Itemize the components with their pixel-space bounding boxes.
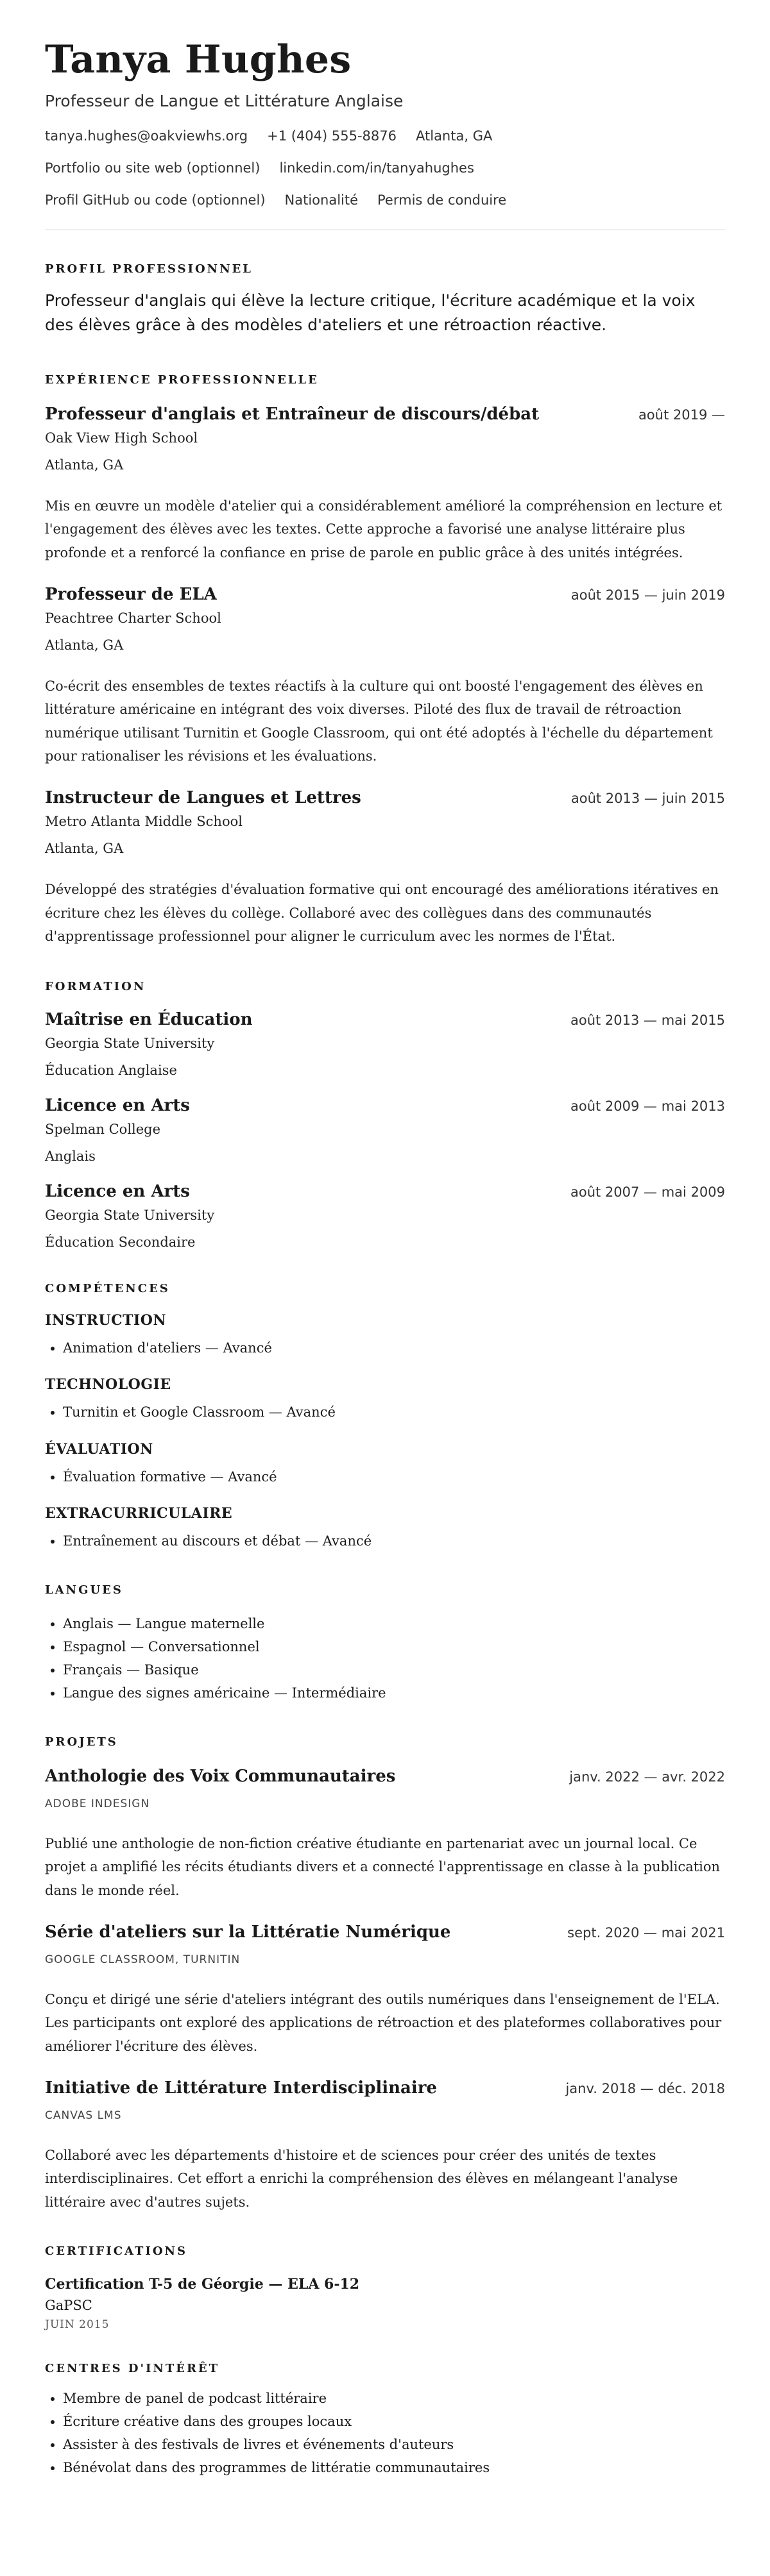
candidate-title: Professeur de Langue et Littérature Anglaise [45,92,404,110]
skill-category: INSTRUCTION [45,1312,167,1329]
skill-item: • Entraînement au discours et débat — Avancé [63,1529,725,1553]
language-item: • Français — Basique [63,1658,725,1681]
resume-header [45,37,725,208]
skill-group [45,1376,725,1424]
section-heading-certifications: CERTIFICATIONS [45,2244,187,2259]
language-list [45,1612,725,1705]
project-tools: ADOBE INDESIGN [45,1797,150,1811]
phone-number[interactable]: +1 (404) 555-8876 [267,128,397,144]
job-title: Professeur d'anglais et Entraîneur de discours/débat [45,405,540,424]
project-entry [45,1923,725,2058]
school-name: Spelman College [45,1122,161,1138]
section-heading-experience: EXPÉRIENCE PROFESSIONNELLE [45,373,319,387]
driving-license-text: Permis de conduire [377,192,507,208]
employer: Metro Atlanta Middle School [45,814,243,830]
education-entry [45,1096,725,1164]
candidate-name: Tanya Hughes [45,37,352,82]
degree-title: Licence en Arts [45,1182,190,1202]
degree-dates: août 2007 — mai 2009 [570,1184,725,1200]
skill-item: • Animation d'ateliers — Avancé [63,1336,725,1360]
portfolio-link[interactable]: Portfolio ou site web (optionnel) [45,160,261,176]
job-location: Atlanta, GA [45,637,124,653]
skill-list [45,1401,725,1424]
experience-entry [45,788,725,948]
skill-category: ÉVALUATION [45,1440,153,1458]
interest-item: • Membre de panel de podcast littéraire [63,2387,725,2410]
contact-row-3 [45,192,725,208]
experience-entry [45,405,725,564]
project-tools: GOOGLE CLASSROOM, TURNITIN [45,1953,241,1967]
skill-category: EXTRACURRICULAIRE [45,1504,233,1522]
skill-group [45,1505,725,1553]
linkedin-link[interactable]: linkedin.com/in/tanyahughes [279,160,474,176]
email-link[interactable]: tanya.hughes@oakviewhs.org [45,128,248,144]
job-dates: août 2019 — [638,407,725,423]
language-item: • Espagnol — Conversationnel [63,1635,725,1658]
section-heading-interests: CENTRES D'INTÉRÊT [45,2362,220,2376]
education-section [45,980,725,1250]
certification-entry [45,2276,725,2331]
section-heading-education: FORMATION [45,980,146,994]
interest-item: • Bénévolat dans des programmes de littératie communautaires [63,2456,725,2479]
interest-item: • Assister à des festivals de livres et événements d'auteurs [63,2433,725,2456]
job-title: Professeur de ELA [45,584,217,604]
job-title: Instructeur de Langues et Lettres [45,788,361,808]
skill-category: TECHNOLOGIE [45,1376,171,1393]
experience-entry [45,585,725,768]
skill-group [45,1441,725,1488]
project-dates: janv. 2022 — avr. 2022 [569,1769,725,1785]
project-title: Initiative de Littérature Interdisciplinaire [45,2078,438,2098]
skill-list [45,1336,725,1360]
degree-title: Licence en Arts [45,1096,190,1116]
contact-row-1 [45,128,725,144]
skills-section [45,1282,725,1552]
skill-list [45,1465,725,1488]
job-dates: août 2015 — juin 2019 [570,587,725,603]
section-heading-projects: PROJETS [45,1735,118,1749]
certification-date: JUIN 2015 [45,2318,110,2332]
experience-section [45,373,725,948]
profile-summary: Professeur d'anglais qui élève la lecture critique, l'écriture académique et la voix des élèves grâce à des modèles d'ateliers et une rétroaction réactive. [45,291,696,334]
project-description: Conçu et dirigé une série d'ateliers intégrant des outils numériques dans l'enseignement de l'ELA. Les participants ont exploré des applications de rétroaction et des plateformes collaboratives pour améliorer l'écriture des élèves. [45,1992,722,2054]
contact-row-2 [45,160,725,176]
interest-list [45,2387,725,2479]
nationality-text: Nationalité [284,192,359,208]
github-link[interactable]: Profil GitHub ou code (optionnel) [45,192,266,208]
degree-dates: août 2013 — mai 2015 [570,1013,725,1029]
languages-section [45,1583,725,1705]
interests-section [45,2362,725,2479]
education-entry [45,1010,725,1078]
section-heading-profile: PROFIL PROFESSIONNEL [45,262,253,276]
project-description: Publié une anthologie de non-fiction créative étudiante en partenariat avec un journal local. Ce projet a amplifié les récits étudiants divers et a connecté l'apprentissage en classe à la publication dans le monde réel. [45,1836,721,1898]
employer: Peachtree Charter School [45,610,221,626]
certification-issuer: GaPSC [45,2298,92,2314]
skill-group [45,1312,725,1360]
field-of-study: Anglais [45,1149,96,1165]
school-name: Georgia State University [45,1208,215,1224]
project-entry [45,2078,725,2214]
certifications-section [45,2244,725,2331]
field-of-study: Éducation Secondaire [45,1234,196,1250]
employer: Oak View High School [45,430,198,446]
language-item: • Anglais — Langue maternelle [63,1612,725,1635]
profile-section [45,262,725,337]
skill-item: • Turnitin et Google Classroom — Avancé [63,1401,725,1424]
school-name: Georgia State University [45,1036,215,1052]
skill-item: • Évaluation formative — Avancé [63,1465,725,1488]
field-of-study: Éducation Anglaise [45,1063,177,1079]
certification-title: Certification T-5 de Géorgie — ELA 6-12 [45,2276,360,2293]
projects-section [45,1735,725,2214]
job-description: Mis en œuvre un modèle d'atelier qui a considérablement amélioré la compréhension en lecture et l'engagement des élèves avec les textes. Cette approche a favorisé une analyse littéraire plus profonde et a renforcé la confiance en prise de parole en public grâce à des unités intégrées. [45,498,723,560]
project-dates: janv. 2018 — déc. 2018 [565,2081,725,2097]
project-tools: CANVAS LMS [45,2109,122,2123]
section-heading-skills: COMPÉTENCES [45,1282,170,1296]
degree-dates: août 2009 — mai 2013 [570,1099,725,1115]
location-text: Atlanta, GA [416,128,493,144]
skill-list [45,1529,725,1553]
job-dates: août 2013 — juin 2015 [570,791,725,807]
project-description: Collaboré avec les départements d'histoire et de sciences pour créer des unités de textes interdisciplinaires. Cet effort a enrichi la compréhension des élèves en mélangeant l'analyse littéraire avec d'autres sujets. [45,2148,678,2210]
language-item: • Langue des signes américaine — Intermédiaire [63,1681,725,1705]
degree-title: Maîtrise en Éducation [45,1010,253,1030]
job-location: Atlanta, GA [45,841,124,857]
interest-item: • Écriture créative dans des groupes locaux [63,2410,725,2433]
section-heading-languages: LANGUES [45,1583,123,1597]
project-dates: sept. 2020 — mai 2021 [567,1925,725,1941]
project-title: Série d'ateliers sur la Littératie Numérique [45,1923,451,1942]
project-entry [45,1767,725,1902]
job-location: Atlanta, GA [45,457,124,473]
job-description: Développé des stratégies d'évaluation formative qui ont encouragé des améliorations itératives en écriture chez les élèves du collège. Collaboré avec des collègues dans des communautés d'apprentissage professionnel pour aligner le curriculum avec les normes de l'État. [45,882,719,944]
project-title: Anthologie des Voix Communautaires [45,1767,396,1787]
education-entry [45,1182,725,1250]
job-description: Co-écrit des ensembles de textes réactifs à la culture qui ont boosté l'engagement des élèves en littérature américaine en intégrant des voix diverses. Piloté des flux de travail de rétroaction numérique utilisant Turnitin et Google Classroom, qui ont été adoptés à l'échelle du département pour rationaliser les révisions et les évaluations. [45,678,713,764]
